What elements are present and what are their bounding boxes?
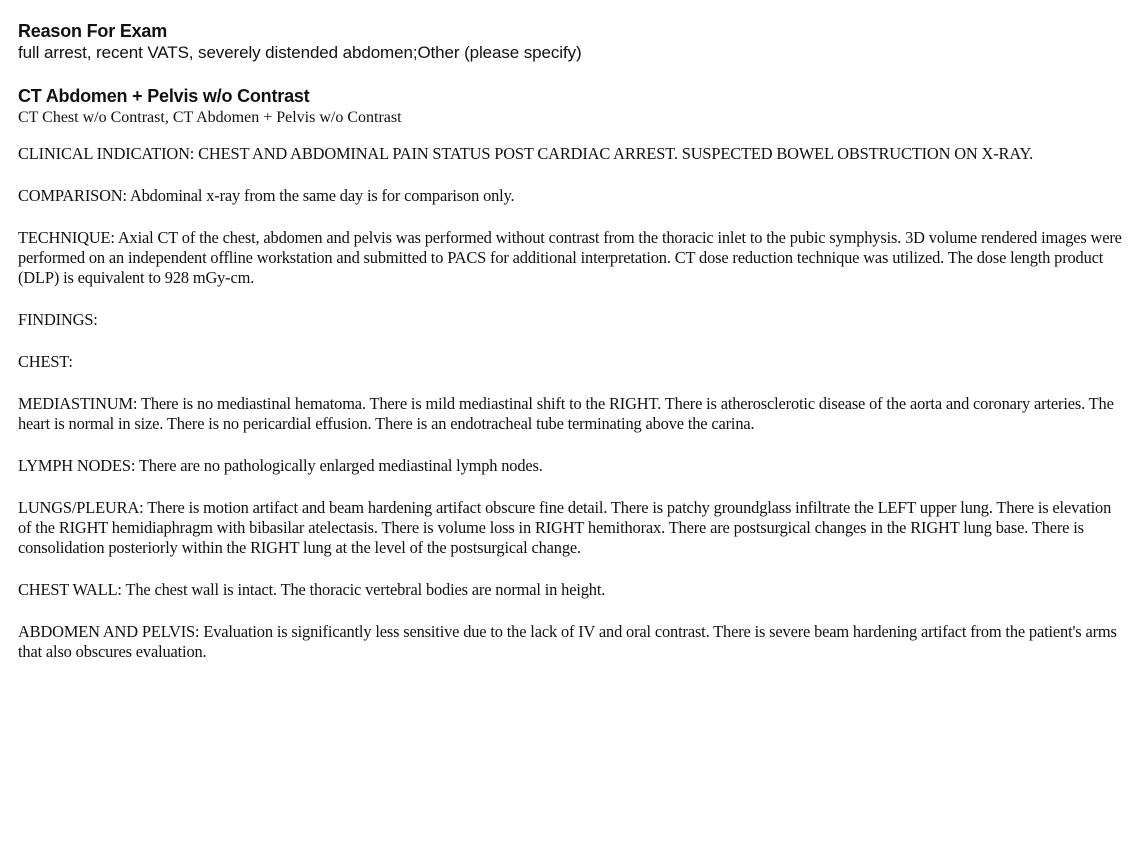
abdomen-pelvis-paragraph: ABDOMEN AND PELVIS: Evaluation is significantly less sensitive due to the lack of IV and oral contrast. There is severe beam hardening artifact from the patient's arms that also obscures evaluation. [18, 622, 1117, 661]
exam-subtitle: CT Chest w/o Contrast, CT Abdomen + Pelvis w/o Contrast [18, 109, 402, 126]
chest-wall-paragraph: CHEST WALL: The chest wall is intact. The thoracic vertebral bodies are normal in height. [18, 580, 606, 599]
lymph-nodes-paragraph: LYMPH NODES: There are no pathologically enlarged mediastinal lymph nodes. [18, 456, 543, 475]
reason-for-exam-section [18, 20, 1123, 64]
reason-for-exam-label: Reason For Exam [18, 21, 168, 41]
reason-for-exam-value: full arrest, recent VATS, severely distended abdomen;Other (please specify) [18, 43, 582, 62]
exam-section [18, 85, 1123, 128]
comparison-paragraph: COMPARISON: Abdominal x-ray from the same day is for comparison only. [18, 186, 515, 205]
mediastinum-paragraph: MEDIASTINUM: There is no mediastinal hematoma. There is mild mediastinal shift to the RIGHT. There is atherosclerotic disease of the aorta and coronary arteries. The heart is normal in size. There is no pericardial effusion. There is an endotracheal tube terminating above the carina. [18, 394, 1114, 433]
exam-title: CT Abdomen + Pelvis w/o Contrast [18, 86, 310, 106]
clinical-indication-paragraph: CLINICAL INDICATION: CHEST AND ABDOMINAL PAIN STATUS POST CARDIAC ARREST. SUSPECTED BOWEL OBSTRUCTION ON X-RAY. [18, 144, 1034, 163]
report-document [18, 20, 1123, 684]
lungs-pleura-paragraph: LUNGS/PLEURA: There is motion artifact and beam hardening artifact obscure fine detail. There is patchy groundglass infiltrate the LEFT upper lung. There is elevation of the RIGHT hemidiaphragm with bibasilar atelectasis. There is volume loss in RIGHT hemithorax. There are postsurgical changes in the RIGHT lung base. There is consolidation posteriorly within the RIGHT lung at the level of the postsurgical change. [18, 498, 1112, 557]
technique-paragraph: TECHNIQUE: Axial CT of the chest, abdomen and pelvis was performed without contrast from the thoracic inlet to the pubic symphysis. 3D volume rendered images were performed on an independent offline workstation and submitted to PACS for additional interpretation. CT dose reduction technique was utilized. The dose length product (DLP) is equivalent to 928 mGy-cm. [18, 228, 1122, 287]
findings-heading: FINDINGS: [18, 310, 98, 329]
report-body [18, 144, 1123, 662]
chest-heading: CHEST: [18, 352, 73, 371]
